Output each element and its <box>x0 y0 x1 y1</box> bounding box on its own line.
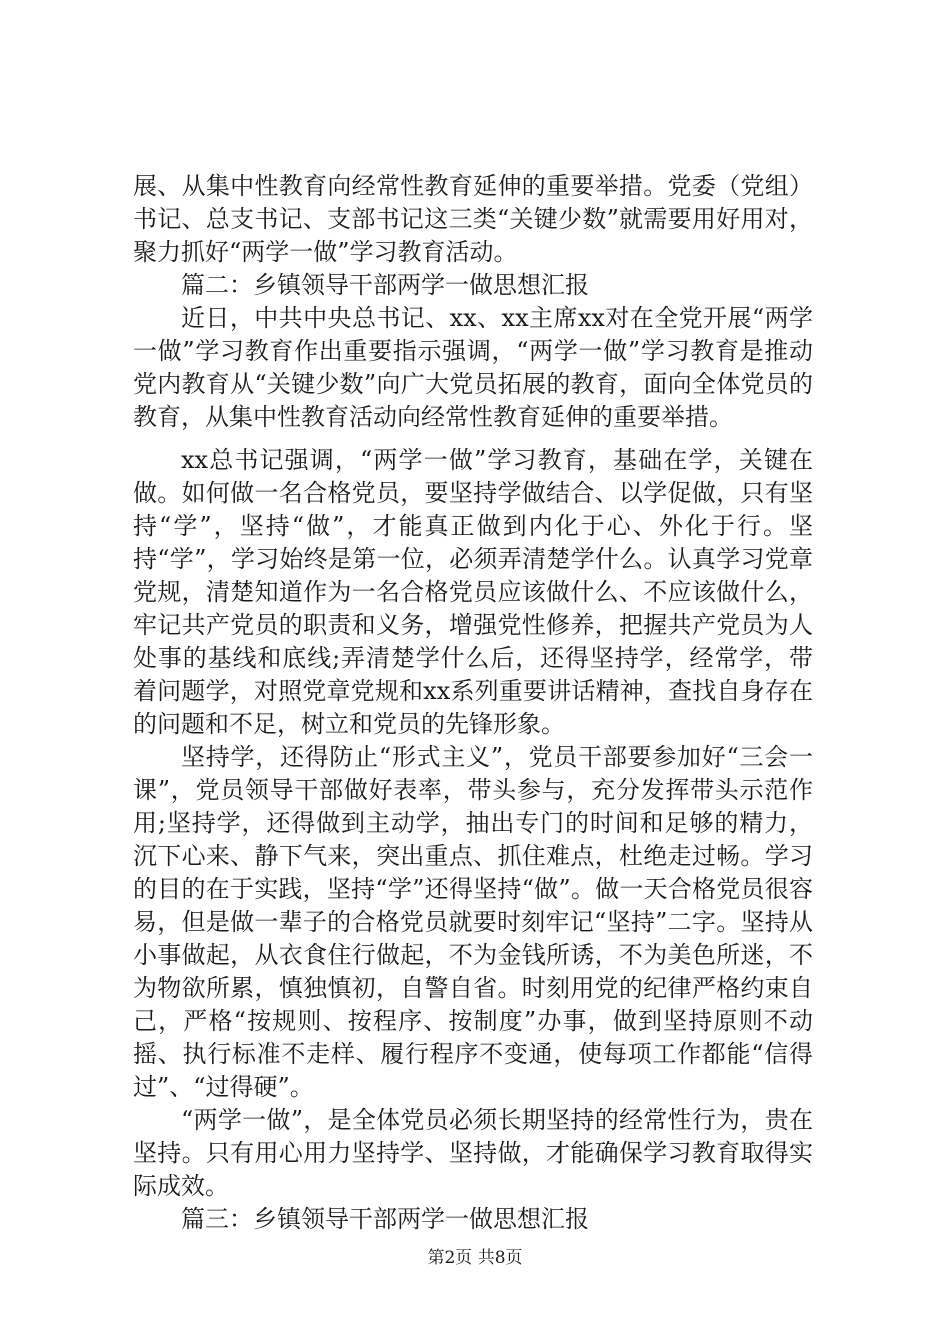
section-heading-part-two: 篇二：乡镇领导干部两学一做思想汇报 <box>181 271 589 299</box>
document-body <box>133 170 813 1236</box>
paragraph: “两学一做”，是全体党员必须长期坚持的经常性行为，贵在坚持。只有用心用力坚持学、坚持做，才能确保学习教育取得实际成效。 <box>133 1106 813 1200</box>
paragraph-continuation: 展、从集中性教育向经常性教育延伸的重要举措。党委（党组）书记、总支书记、支部书记这三类“关键少数”就需要用好用对，聚力抓好“两学一做”学习教育活动。 <box>133 172 813 266</box>
section-heading-part-three: 篇三：乡镇领导干部两学一做思想汇报 <box>181 1205 589 1233</box>
paragraph: 坚持学，还得防止“形式主义”，党员干部要参加好“三会一课”，党员领导干部做好表率，带头参与，充分发挥带头示范作用;坚持学，还得做到主动学，抽出专门的时间和足够的精力，沉下心来、静下气来，突出重点、抓住难点，杜绝走过畅。学习的目的在于实践，坚持“学”还得坚持“做”。做一天合格党员很容易，但是做一辈子的合格党员就要时刻牢记“坚持”二字。坚持从小事做起，从衣食住行做起，不为金钱所诱，不为美色所迷，不为物欲所累，慎独慎初，自警自省。时刻用党的纪律严格约束自己，严格“按规则、按程序、按制度”办事，做到坚持原则不动摇、执行标准不走样、履行程序不变通，使每项工作都能“信得过”、“过得硬”。 <box>133 743 813 1101</box>
page-number-footer: 第2页 共8页 <box>427 1248 523 1268</box>
paragraph: xx总书记强调，“两学一做”学习教育，基础在学，关键在做。如何做一名合格党员，要坚持学做结合、以学促做，只有坚持“学”，坚持“做”，才能真正做到内化于心、外化于行。坚持“学”，学习始终是第一位，必须弄清楚学什么。认真学习党章党规，清楚知道作为一名合格党员应该做什么、不应该做什么，牢记共产党员的职责和义务，增强党性修养，把握共产党员为人处事的基线和底线;弄清楚学什么后，还得坚持学，经常学，带着问题学，对照党章党规和xx系列重要讲话精神，查找自身存在的问题和不足，树立和党员的先锋形象。 <box>133 446 813 738</box>
paragraph: 近日，中共中央总书记、xx、xx主席xx对在全党开展“两学一做”学习教育作出重要指示强调，“两学一做”学习教育是推动党内教育从“关键少数”向广大党员拓展的教育，面向全体党员的教育，从集中性教育活动向经常性教育延伸的重要举措。 <box>133 304 813 431</box>
